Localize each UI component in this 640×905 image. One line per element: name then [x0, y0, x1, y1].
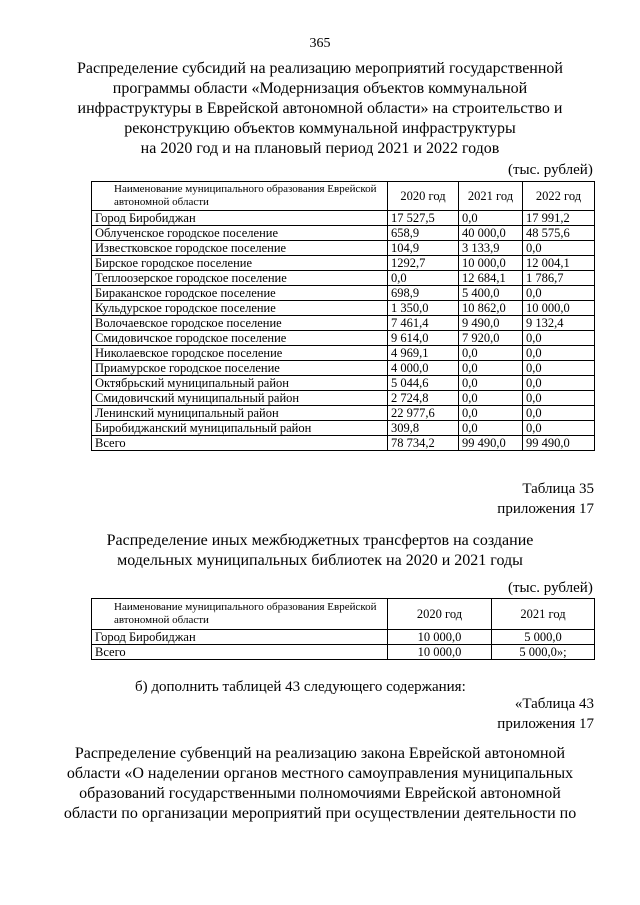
row-label: Всего: [92, 645, 388, 660]
table-cell: 0,0: [523, 406, 595, 421]
section1-title-line: на 2020 год и на плановый период 2021 и 2022 годов: [140, 140, 500, 157]
table-row: [92, 286, 595, 301]
table-row: [92, 241, 595, 256]
table-cell: 17 991,2: [523, 211, 595, 226]
table-cell: 104,9: [388, 241, 459, 256]
table-cell: 17 527,5: [388, 211, 459, 226]
table-row: [92, 301, 595, 316]
table-cell: 9 614,0: [388, 331, 459, 346]
table-cell: 12 004,1: [523, 256, 595, 271]
section3-title-line: области по организации мероприятий при осуществлении деятельности по: [63, 805, 577, 822]
section1-units: (тыс. рублей): [508, 162, 593, 178]
instruction-text: б) дополнить таблицей 43 следующего содержания:: [135, 679, 466, 695]
table-cell: 0,0: [523, 391, 595, 406]
table-cell: 10 000,0: [459, 256, 523, 271]
table-cell: 0,0: [523, 421, 595, 436]
table-cell: 0,0: [523, 286, 595, 301]
table-cell: 658,9: [388, 226, 459, 241]
table-row: [92, 361, 595, 376]
row-label: Теплоозерское городское поселение: [92, 271, 388, 286]
subsidy-table: [91, 181, 595, 451]
table-cell: 0,0: [523, 346, 595, 361]
table-cell: 4 969,1: [388, 346, 459, 361]
column-header-name: Наименование муниципального образования Еврейской автономной области: [92, 182, 388, 211]
section2-title: [60, 531, 580, 571]
table-row: [92, 226, 595, 241]
row-label: Волочаевское городское поселение: [92, 316, 388, 331]
table-cell: 5 000,0»;: [492, 645, 595, 660]
section2-title-line: модельных муниципальных библиотек на 2020 и 2021 годы: [117, 552, 523, 569]
table-cell: 0,0: [459, 361, 523, 376]
row-label: Известковское городское поселение: [92, 241, 388, 256]
table-row: [92, 256, 595, 271]
table-cell: 10 000,0: [523, 301, 595, 316]
table-cell: 0,0: [523, 241, 595, 256]
column-header-year: 2020 год: [388, 182, 459, 211]
table-cell: 1292,7: [388, 256, 459, 271]
section2-units: (тыс. рублей): [508, 580, 593, 596]
table-cell: 10 862,0: [459, 301, 523, 316]
table-row: [92, 406, 595, 421]
table-cell: 698,9: [388, 286, 459, 301]
section2-caption: [497, 479, 594, 519]
table-cell: 10 000,0: [388, 630, 492, 645]
section3-title-line: образований государственными полномочиями Еврейской автономной: [79, 785, 561, 802]
table-cell: 5 000,0: [492, 630, 595, 645]
row-label: Октябрьский муниципальный район: [92, 376, 388, 391]
table-cell: 99 490,0: [523, 436, 595, 451]
section3-caption-line: «Таблица 43: [514, 696, 594, 712]
table-row: [92, 630, 595, 645]
table-cell: 10 000,0: [388, 645, 492, 660]
library-transfer-table: [91, 598, 595, 660]
row-label: Бирское городское поселение: [92, 256, 388, 271]
section1-title-line: реконструкцию объектов коммунальной инфраструктуры: [124, 120, 516, 137]
section1-title: [60, 59, 580, 159]
section2-caption-line: Таблица 35: [522, 481, 594, 497]
table-cell: 7 461,4: [388, 316, 459, 331]
table-cell: 1 350,0: [388, 301, 459, 316]
row-label: Ленинский муниципальный район: [92, 406, 388, 421]
table-cell: 1 786,7: [523, 271, 595, 286]
table-row: [92, 271, 595, 286]
table-cell: 99 490,0: [459, 436, 523, 451]
table-cell: 5 044,6: [388, 376, 459, 391]
row-label: Николаевское городское поселение: [92, 346, 388, 361]
table-cell: 0,0: [459, 391, 523, 406]
section2-caption-line: приложения 17: [497, 501, 594, 517]
section1-title-line: Распределение субсидий на реализацию мероприятий государственной: [77, 60, 563, 77]
table-cell: 0,0: [459, 211, 523, 226]
column-header-name: Наименование муниципального образования Еврейской автономной области: [92, 599, 388, 630]
table-row: [92, 391, 595, 406]
table-row: [92, 436, 595, 451]
table-cell: 3 133,9: [459, 241, 523, 256]
table-cell: 0,0: [459, 376, 523, 391]
row-label: Облученское городское поселение: [92, 226, 388, 241]
row-label: Приамурское городское поселение: [92, 361, 388, 376]
table-cell: 2 724,8: [388, 391, 459, 406]
section3-caption: [497, 694, 594, 734]
table-row: [92, 421, 595, 436]
section3-title: [60, 744, 580, 824]
table-cell: 12 684,1: [459, 271, 523, 286]
table-cell: 0,0: [459, 346, 523, 361]
section1-title-line: инфраструктуры в Еврейской автономной области» на строительство и: [77, 100, 563, 117]
row-label: Всего: [92, 436, 388, 451]
row-label: Бираканское городское поселение: [92, 286, 388, 301]
table-row: [92, 645, 595, 660]
column-header-year: 2020 год: [388, 599, 492, 630]
table-cell: 22 977,6: [388, 406, 459, 421]
row-label: Город Биробиджан: [92, 630, 388, 645]
row-label: Смидовичское городское поселение: [92, 331, 388, 346]
table-row: [92, 316, 595, 331]
table-cell: 0,0: [523, 361, 595, 376]
section1-title-line: программы области «Модернизация объектов коммунальной: [112, 80, 528, 97]
table-cell: 40 000,0: [459, 226, 523, 241]
section3-caption-line: приложения 17: [497, 716, 594, 732]
section3-title-line: Распределение субвенций на реализацию закона Еврейской автономной: [74, 745, 566, 762]
table-cell: 78 734,2: [388, 436, 459, 451]
table-row: [92, 376, 595, 391]
section3-title-line: области «О наделении органов местного самоуправления муниципальных: [66, 765, 574, 782]
table-cell: 0,0: [523, 331, 595, 346]
table-row: [92, 331, 595, 346]
page-number: 365: [309, 36, 331, 51]
section2-title-line: Распределение иных межбюджетных трансфертов на создание: [106, 532, 534, 549]
table-cell: 0,0: [459, 421, 523, 436]
row-label: Смидовичский муниципальный район: [92, 391, 388, 406]
table-row: [92, 211, 595, 226]
column-header-year: 2021 год: [459, 182, 523, 211]
table-cell: 4 000,0: [388, 361, 459, 376]
table-cell: 0,0: [388, 271, 459, 286]
table-cell: 7 920,0: [459, 331, 523, 346]
row-label: Город Биробиджан: [92, 211, 388, 226]
table-cell: 9 490,0: [459, 316, 523, 331]
table-cell: 309,8: [388, 421, 459, 436]
table-cell: 0,0: [523, 376, 595, 391]
column-header-year: 2021 год: [492, 599, 595, 630]
table-row: [92, 346, 595, 361]
column-header-year: 2022 год: [523, 182, 595, 211]
table-cell: 9 132,4: [523, 316, 595, 331]
row-label: Биробиджанский муниципальный район: [92, 421, 388, 436]
table-cell: 5 400,0: [459, 286, 523, 301]
table-cell: 0,0: [459, 406, 523, 421]
table-cell: 48 575,6: [523, 226, 595, 241]
row-label: Кульдурское городское поселение: [92, 301, 388, 316]
